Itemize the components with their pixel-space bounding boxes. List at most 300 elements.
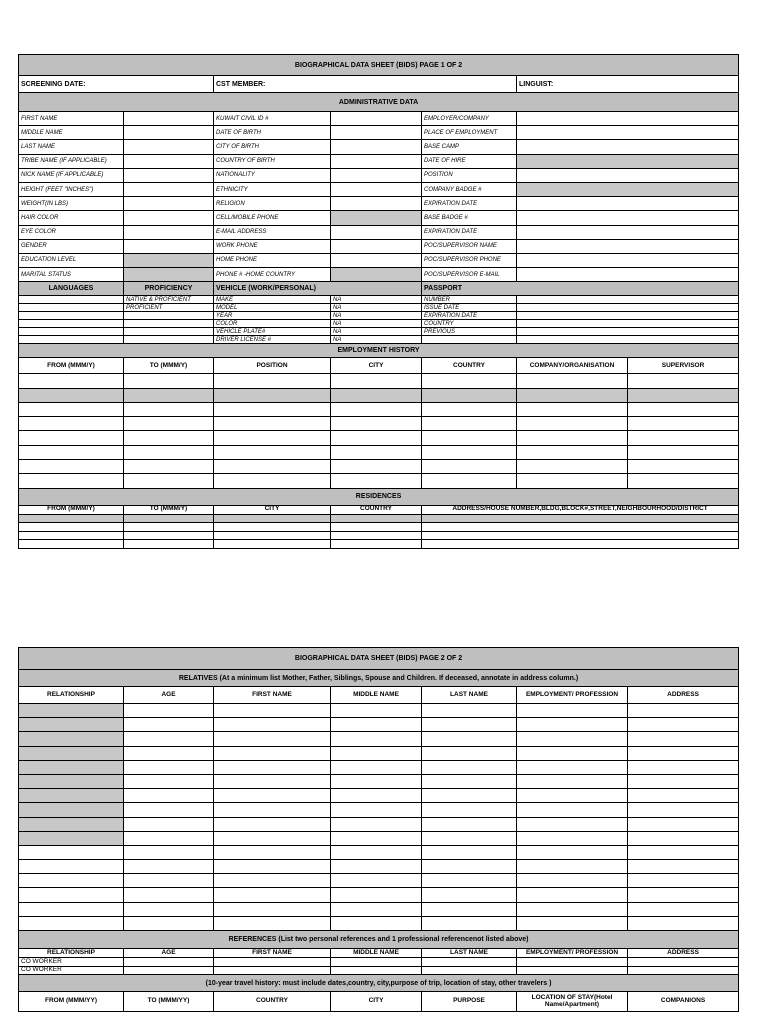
vehicle-label: DRIVER LICENSE # [214, 336, 331, 344]
entry-field[interactable] [19, 417, 124, 431]
entry-field[interactable] [124, 718, 214, 732]
entry-field[interactable] [214, 774, 331, 788]
admin-value-field[interactable] [124, 225, 214, 239]
entry-field[interactable] [124, 514, 214, 523]
entry-field[interactable] [628, 732, 739, 746]
proficiency-value[interactable]: PROFICIENT [124, 304, 214, 312]
entry-field[interactable] [214, 732, 331, 746]
entry-field[interactable] [124, 531, 214, 540]
admin-value-field[interactable] [517, 168, 739, 182]
entry-field[interactable] [19, 732, 124, 746]
entry-field[interactable] [628, 746, 739, 760]
administrative-data-header: ADMINISTRATIVE DATA [19, 93, 739, 112]
entry-field[interactable] [214, 718, 331, 732]
admin-value-field[interactable] [331, 112, 422, 126]
entry-field[interactable] [124, 860, 214, 874]
relative-row [19, 718, 739, 732]
entry-field[interactable] [517, 789, 628, 803]
entry-field[interactable] [331, 732, 422, 746]
entry-field[interactable] [422, 431, 517, 445]
admin-value-field[interactable] [124, 197, 214, 211]
entry-field[interactable] [628, 718, 739, 732]
entry-field[interactable] [331, 860, 422, 874]
admin-value-field[interactable] [331, 197, 422, 211]
travel-column-headers [19, 992, 739, 1012]
vehicle-row [19, 304, 739, 312]
entry-field[interactable] [422, 803, 517, 817]
entry-field[interactable] [517, 902, 628, 916]
entry-field[interactable] [214, 445, 331, 459]
entry-field[interactable] [214, 831, 331, 845]
language-field[interactable] [19, 312, 124, 320]
entry-field[interactable] [124, 540, 214, 549]
entry-field[interactable] [331, 514, 422, 523]
entry-field[interactable] [422, 531, 739, 540]
entry-field[interactable] [124, 760, 214, 774]
entry-field[interactable] [19, 746, 124, 760]
entry-field[interactable] [124, 431, 214, 445]
admin-value-field[interactable] [331, 211, 422, 225]
proficiency-value[interactable] [124, 328, 214, 336]
entry-field[interactable] [331, 431, 422, 445]
entry-field[interactable] [628, 888, 739, 902]
admin-label: PLACE OF EMPLOYMENT [422, 126, 517, 140]
entry-field[interactable] [422, 760, 517, 774]
entry-field[interactable] [422, 958, 517, 967]
admin-value-field[interactable] [124, 112, 214, 126]
entry-field[interactable] [422, 718, 517, 732]
entry-field[interactable] [422, 540, 739, 549]
entry-field[interactable] [422, 417, 517, 431]
admin-value-field[interactable] [517, 182, 739, 196]
language-field[interactable] [19, 304, 124, 312]
entry-field[interactable] [628, 860, 739, 874]
entry-field[interactable] [331, 718, 422, 732]
entry-field[interactable] [214, 966, 331, 975]
entry-field[interactable] [628, 845, 739, 859]
proficiency-value[interactable] [124, 312, 214, 320]
entry-field[interactable] [628, 760, 739, 774]
entry-field[interactable] [331, 774, 422, 788]
entry-field[interactable] [214, 431, 331, 445]
employment-column-header: CITY [331, 358, 422, 374]
entry-field[interactable] [331, 417, 422, 431]
entry-field[interactable] [422, 817, 517, 831]
entry-field[interactable] [331, 803, 422, 817]
entry-field[interactable] [331, 474, 422, 488]
proficiency-value[interactable]: NATIVE & PROFICIENT [124, 296, 214, 304]
entry-field[interactable] [331, 845, 422, 859]
entry-field[interactable] [628, 874, 739, 888]
entry-field[interactable] [19, 388, 124, 402]
residence-row [19, 523, 739, 532]
entry-field[interactable] [19, 445, 124, 459]
passport-value-field[interactable] [517, 328, 739, 336]
entry-field[interactable] [517, 874, 628, 888]
entry-field[interactable] [19, 888, 124, 902]
admin-value-field[interactable] [517, 225, 739, 239]
entry-field[interactable] [19, 916, 124, 930]
admin-value-field[interactable] [331, 268, 422, 282]
relative-row [19, 760, 739, 774]
entry-field[interactable] [331, 531, 422, 540]
references-column-header: ADDRESS [628, 949, 739, 958]
entry-field[interactable] [214, 789, 331, 803]
entry-field[interactable] [628, 388, 739, 402]
residence-row [19, 514, 739, 523]
admin-label: NICK NAME (IF APPLICABLE) [19, 168, 124, 182]
admin-label: HOME PHONE [214, 253, 331, 267]
entry-field[interactable] [19, 431, 124, 445]
entry-field[interactable] [628, 789, 739, 803]
admin-value-field[interactable] [517, 211, 739, 225]
employment-column-header: SUPERVISOR [628, 358, 739, 374]
passport-value-field[interactable] [517, 336, 739, 344]
residences-column-header: TO (MMM/Y) [124, 505, 214, 514]
entry-field[interactable] [628, 374, 739, 388]
entry-field[interactable] [19, 704, 124, 718]
admin-value-field[interactable] [331, 168, 422, 182]
entry-field[interactable] [214, 388, 331, 402]
entry-field[interactable] [422, 845, 517, 859]
entry-field[interactable] [124, 845, 214, 859]
admin-value-field[interactable] [331, 126, 422, 140]
entry-field[interactable] [517, 417, 628, 431]
entry-field[interactable] [517, 774, 628, 788]
entry-field[interactable] [517, 746, 628, 760]
entry-field[interactable] [19, 789, 124, 803]
vehicle-value[interactable]: NA [331, 296, 422, 304]
entry-field[interactable] [214, 474, 331, 488]
entry-field[interactable] [422, 966, 517, 975]
entry-field[interactable] [517, 760, 628, 774]
entry-field[interactable] [214, 746, 331, 760]
entry-field[interactable] [331, 916, 422, 930]
entry-field[interactable] [422, 732, 517, 746]
entry-field[interactable] [331, 817, 422, 831]
entry-field[interactable] [628, 704, 739, 718]
admin-value-field[interactable] [331, 182, 422, 196]
employment-history-header: EMPLOYMENT HISTORY [19, 344, 739, 358]
entry-field[interactable] [331, 460, 422, 474]
vehicle-value[interactable]: NA [331, 320, 422, 328]
entry-field[interactable] [19, 540, 124, 549]
admin-label: CELL/MOBILE PHONE [214, 211, 331, 225]
entry-field[interactable] [331, 958, 422, 967]
admin-value-field[interactable] [124, 211, 214, 225]
entry-field[interactable] [214, 374, 331, 388]
entry-field[interactable] [124, 374, 214, 388]
bids-page-2 [18, 647, 739, 1012]
language-field[interactable] [19, 296, 124, 304]
entry-field[interactable] [19, 402, 124, 416]
entry-field[interactable] [628, 916, 739, 930]
proficiency-value[interactable] [124, 336, 214, 344]
entry-field[interactable] [214, 531, 331, 540]
admin-value-field[interactable] [517, 112, 739, 126]
language-field[interactable] [19, 328, 124, 336]
relative-row [19, 803, 739, 817]
admin-value-field[interactable] [124, 239, 214, 253]
entry-field[interactable] [517, 374, 628, 388]
entry-field[interactable] [124, 831, 214, 845]
entry-field[interactable] [214, 874, 331, 888]
entry-field[interactable] [19, 374, 124, 388]
entry-field[interactable] [422, 523, 739, 532]
entry-field[interactable] [19, 874, 124, 888]
relative-row [19, 789, 739, 803]
passport-value-field[interactable] [517, 296, 739, 304]
entry-field[interactable] [517, 474, 628, 488]
entry-field[interactable] [19, 817, 124, 831]
entry-field[interactable] [19, 523, 124, 532]
entry-field[interactable] [214, 860, 331, 874]
entry-field[interactable] [331, 523, 422, 532]
entry-field[interactable] [331, 374, 422, 388]
entry-field[interactable] [517, 803, 628, 817]
entry-field[interactable] [422, 888, 517, 902]
admin-value-field[interactable] [331, 154, 422, 168]
entry-field[interactable] [124, 474, 214, 488]
admin-value-field[interactable] [331, 225, 422, 239]
admin-label: BASE BADGE # [422, 211, 517, 225]
entry-field[interactable] [124, 460, 214, 474]
entry-field[interactable] [331, 704, 422, 718]
entry-field[interactable] [124, 523, 214, 532]
entry-field[interactable] [331, 388, 422, 402]
entry-field[interactable] [422, 902, 517, 916]
admin-label: WEIGHT(IN LBS) [19, 197, 124, 211]
entry-field[interactable] [19, 774, 124, 788]
entry-field[interactable] [517, 445, 628, 459]
vehicle-value[interactable]: NA [331, 304, 422, 312]
vehicle-value[interactable]: NA [331, 328, 422, 336]
entry-field[interactable] [517, 388, 628, 402]
entry-field[interactable] [124, 774, 214, 788]
admin-value-field[interactable] [517, 154, 739, 168]
admin-value-field[interactable] [124, 126, 214, 140]
entry-field[interactable] [214, 540, 331, 549]
entry-field[interactable] [124, 789, 214, 803]
entry-field[interactable] [628, 803, 739, 817]
entry-field[interactable] [628, 958, 739, 967]
entry-field[interactable] [517, 732, 628, 746]
entry-field[interactable] [214, 817, 331, 831]
relative-row [19, 732, 739, 746]
entry-field[interactable] [124, 388, 214, 402]
entry-field[interactable] [628, 417, 739, 431]
entry-field[interactable] [214, 803, 331, 817]
entry-field[interactable] [422, 374, 517, 388]
relatives-column-header: LAST NAME [422, 687, 517, 704]
entry-field[interactable] [124, 803, 214, 817]
entry-field[interactable] [331, 760, 422, 774]
entry-field[interactable] [517, 817, 628, 831]
entry-field[interactable] [422, 774, 517, 788]
references-column-header: RELATIONSHIP [19, 949, 124, 958]
admin-value-field[interactable] [331, 253, 422, 267]
entry-field[interactable] [124, 417, 214, 431]
employment-row [19, 431, 739, 445]
employment-row [19, 474, 739, 488]
entry-field[interactable] [19, 460, 124, 474]
entry-field[interactable] [517, 704, 628, 718]
proficiency-value[interactable] [124, 320, 214, 328]
entry-field[interactable] [331, 966, 422, 975]
entry-field[interactable] [19, 803, 124, 817]
admin-label: HAIR COLOR [19, 211, 124, 225]
reference-relationship[interactable]: CO WORKER [19, 966, 124, 975]
entry-field[interactable] [331, 540, 422, 549]
entry-field[interactable] [19, 831, 124, 845]
entry-field[interactable] [214, 958, 331, 967]
entry-field[interactable] [19, 474, 124, 488]
admin-label: EMPLOYER/COMPANY [422, 112, 517, 126]
entry-field[interactable] [19, 514, 124, 523]
admin-value-field[interactable] [517, 239, 739, 253]
entry-field[interactable] [214, 402, 331, 416]
entry-field[interactable] [214, 760, 331, 774]
entry-field[interactable] [517, 860, 628, 874]
entry-field[interactable] [214, 845, 331, 859]
entry-field[interactable] [422, 445, 517, 459]
admin-value-field[interactable] [517, 140, 739, 154]
entry-field[interactable] [124, 732, 214, 746]
entry-field[interactable] [124, 402, 214, 416]
entry-field[interactable] [124, 817, 214, 831]
entry-field[interactable] [124, 958, 214, 967]
entry-field[interactable] [628, 817, 739, 831]
entry-field[interactable] [422, 388, 517, 402]
entry-field[interactable] [628, 831, 739, 845]
entry-field[interactable] [124, 874, 214, 888]
entry-field[interactable] [331, 746, 422, 760]
entry-field[interactable] [628, 402, 739, 416]
entry-field[interactable] [422, 514, 739, 523]
entry-field[interactable] [331, 902, 422, 916]
passport-value-field[interactable] [517, 320, 739, 328]
entry-field[interactable] [422, 474, 517, 488]
entry-field[interactable] [422, 746, 517, 760]
entry-field[interactable] [331, 831, 422, 845]
entry-field[interactable] [214, 704, 331, 718]
admin-value-field[interactable] [517, 268, 739, 282]
entry-field[interactable] [628, 774, 739, 788]
admin-value-field[interactable] [124, 140, 214, 154]
entry-field[interactable] [19, 718, 124, 732]
entry-field[interactable] [628, 966, 739, 975]
admin-value-field[interactable] [124, 268, 214, 282]
entry-field[interactable] [214, 916, 331, 930]
entry-field[interactable] [517, 431, 628, 445]
entry-field[interactable] [517, 845, 628, 859]
entry-field[interactable] [422, 916, 517, 930]
entry-field[interactable] [19, 760, 124, 774]
entry-field[interactable] [422, 860, 517, 874]
language-field[interactable] [19, 336, 124, 344]
entry-field[interactable] [628, 474, 739, 488]
vehicle-value[interactable]: NA [331, 336, 422, 344]
passport-value-field[interactable] [517, 304, 739, 312]
admin-row [19, 154, 739, 168]
entry-field[interactable] [628, 431, 739, 445]
entry-field[interactable] [331, 789, 422, 803]
admin-value-field[interactable] [124, 182, 214, 196]
entry-field[interactable] [214, 514, 331, 523]
entry-field[interactable] [517, 916, 628, 930]
entry-field[interactable] [422, 831, 517, 845]
entry-field[interactable] [517, 958, 628, 967]
entry-field[interactable] [19, 860, 124, 874]
admin-value-field[interactable] [331, 239, 422, 253]
reference-relationship[interactable]: CO WORKER [19, 958, 124, 967]
language-field[interactable] [19, 320, 124, 328]
entry-field[interactable] [124, 902, 214, 916]
admin-value-field[interactable] [124, 154, 214, 168]
entry-field[interactable] [331, 888, 422, 902]
cst-member-field[interactable]: CST MEMBER: [214, 76, 517, 93]
admin-value-field[interactable] [517, 126, 739, 140]
entry-field[interactable] [214, 460, 331, 474]
admin-value-field[interactable] [331, 140, 422, 154]
admin-value-field[interactable] [517, 197, 739, 211]
admin-value-field[interactable] [517, 253, 739, 267]
entry-field[interactable] [124, 916, 214, 930]
entry-field[interactable] [214, 417, 331, 431]
passport-value-field[interactable] [517, 312, 739, 320]
entry-field[interactable] [517, 718, 628, 732]
entry-field[interactable] [422, 874, 517, 888]
admin-value-field[interactable] [124, 168, 214, 182]
entry-field[interactable] [422, 402, 517, 416]
vehicle-label: MAKE [214, 296, 331, 304]
entry-field[interactable] [19, 845, 124, 859]
entry-field[interactable] [517, 402, 628, 416]
entry-field[interactable] [214, 888, 331, 902]
page-2-title: BIOGRAPHICAL DATA SHEET (BIDS) PAGE 2 OF 2 [19, 648, 739, 670]
entry-field[interactable] [214, 523, 331, 532]
entry-field[interactable] [214, 902, 331, 916]
admin-row [19, 112, 739, 126]
entry-field[interactable] [628, 460, 739, 474]
entry-field[interactable] [331, 402, 422, 416]
entry-field[interactable] [19, 902, 124, 916]
entry-field[interactable] [422, 460, 517, 474]
linguist-field[interactable]: LINGUIST: [517, 76, 739, 93]
entry-field[interactable] [517, 460, 628, 474]
passport-label: NUMBER [422, 296, 517, 304]
entry-field[interactable] [422, 704, 517, 718]
entry-field[interactable] [517, 831, 628, 845]
entry-field[interactable] [517, 888, 628, 902]
entry-field[interactable] [422, 789, 517, 803]
entry-field[interactable] [331, 445, 422, 459]
entry-field[interactable] [124, 704, 214, 718]
entry-field[interactable] [124, 445, 214, 459]
entry-field[interactable] [124, 888, 214, 902]
admin-value-field[interactable] [124, 253, 214, 267]
vehicle-label: YEAR [214, 312, 331, 320]
entry-field[interactable] [517, 966, 628, 975]
screening-date-field[interactable]: SCREENING DATE: [19, 76, 214, 93]
entry-field[interactable] [19, 531, 124, 540]
entry-field[interactable] [628, 902, 739, 916]
entry-field[interactable] [124, 746, 214, 760]
entry-field[interactable] [331, 874, 422, 888]
entry-field[interactable] [124, 966, 214, 975]
entry-field[interactable] [628, 445, 739, 459]
vehicle-value[interactable]: NA [331, 312, 422, 320]
